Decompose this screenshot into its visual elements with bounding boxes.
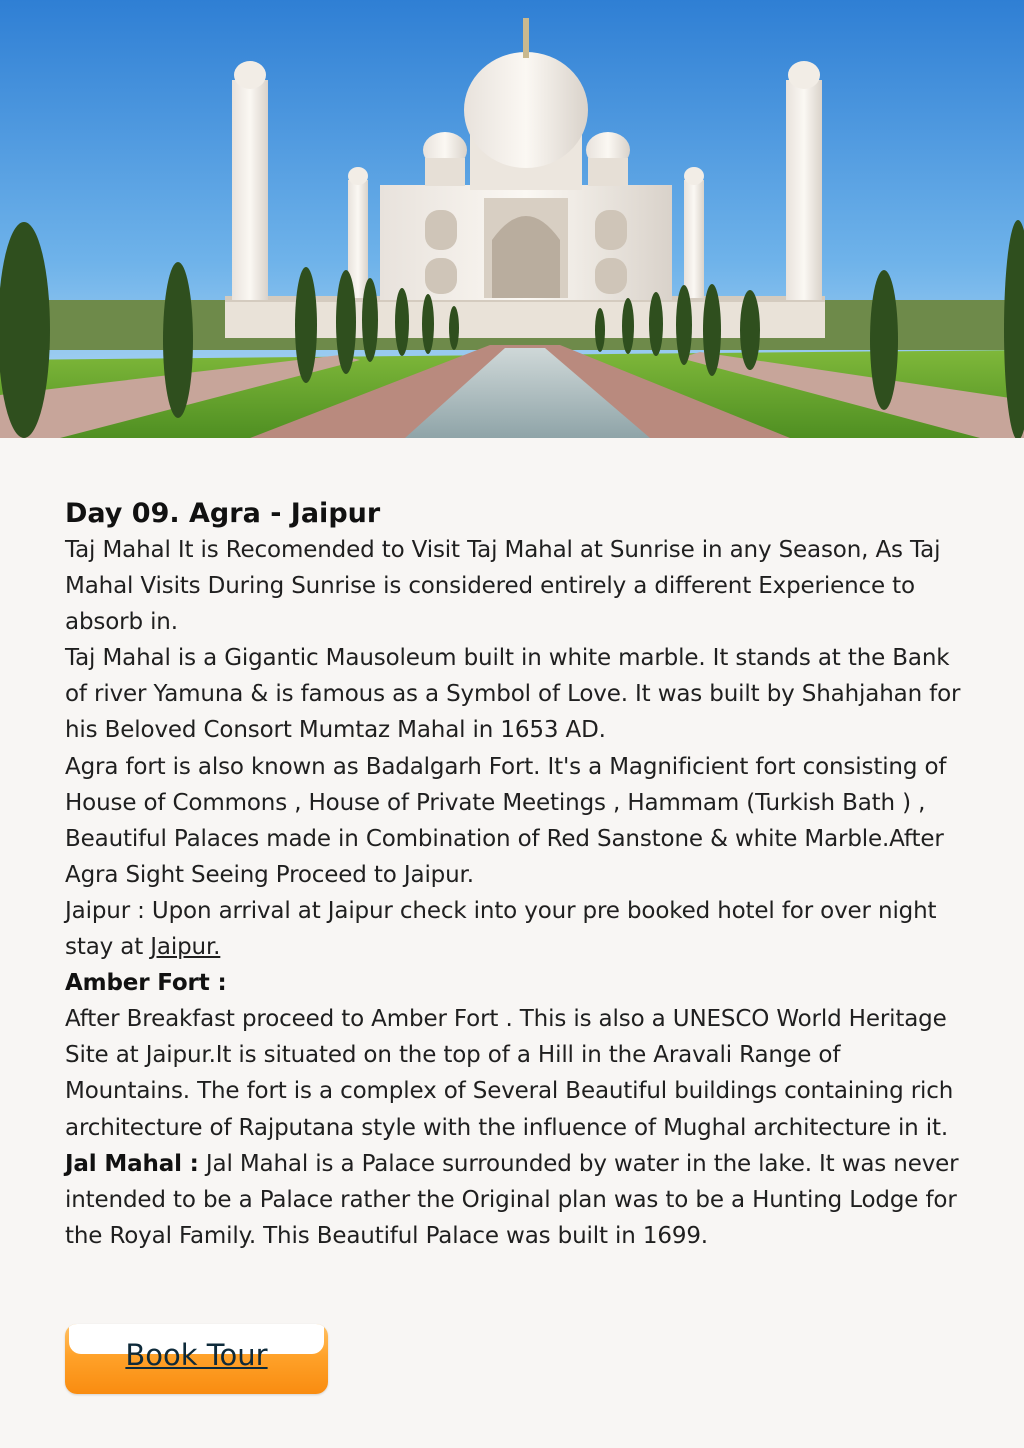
hero-image (0, 0, 1024, 438)
amber-fort-heading-row (65, 965, 965, 1001)
paragraph-amber-fort: After Breakfast proceed to Amber Fort . This is also a UNESCO World Heritage Site at Jaipur.It is situated on the top of a Hill in the Aravali Range of Mountains. The fort is a complex of Several Beautiful buildings containing rich architecture of Rajputana style with the influence of Mughal architecture in it. (65, 1006, 954, 1141)
jal-mahal-heading: Jal Mahal : (65, 1150, 199, 1177)
amber-fort-heading: Amber Fort : (65, 970, 227, 997)
book-tour-button[interactable] (65, 1324, 328, 1394)
paragraph-jaipur (65, 893, 965, 965)
day-title: Day 09. Agra - Jaipur (65, 498, 381, 529)
jaipur-link[interactable]: Jaipur. (150, 934, 221, 961)
jal-mahal-text: Jal Mahal is a Palace surrounded by water in the lake. It was never intended to be a Palace rather the Original plan was to be a Hunting Lodge for the Royal Family. This Beautiful Palace was built in 1699. (65, 1150, 959, 1249)
paragraph-taj-mahal: Taj Mahal is a Gigantic Mausoleum built in white marble. It stands at the Bank of river Yamuna & is famous as a Symbol of Love. It was built by Shahjahan for his Beloved Consort Mumtaz Mahal in 1653 AD. (65, 645, 961, 744)
book-tour-label[interactable]: Book Tour (125, 1338, 268, 1372)
paragraph-jal-mahal (65, 1146, 965, 1254)
paragraph-agra-fort: Agra fort is also known as Badalgarh Fort. It's a Magnificient fort consisting of House of Commons , House of Private Meetings , Hammam (Turkish Bath ) , Beautiful Palaces made in Combination of Red Sanstone & white Marble.After Agra Sight Seeing Proceed to Jaipur. (65, 753, 947, 888)
taj-mahal-photo-icon (0, 0, 1024, 438)
itinerary-content (65, 496, 965, 1254)
paragraph-sunrise: Taj Mahal It is Recomended to Visit Taj Mahal at Sunrise in any Season, As Taj Mahal Visits During Sunrise is considered entirely a different Experience to absorb in. (65, 537, 941, 636)
jaipur-text: Jaipur : Upon arrival at Jaipur check into your pre booked hotel for over night stay at (65, 897, 937, 961)
